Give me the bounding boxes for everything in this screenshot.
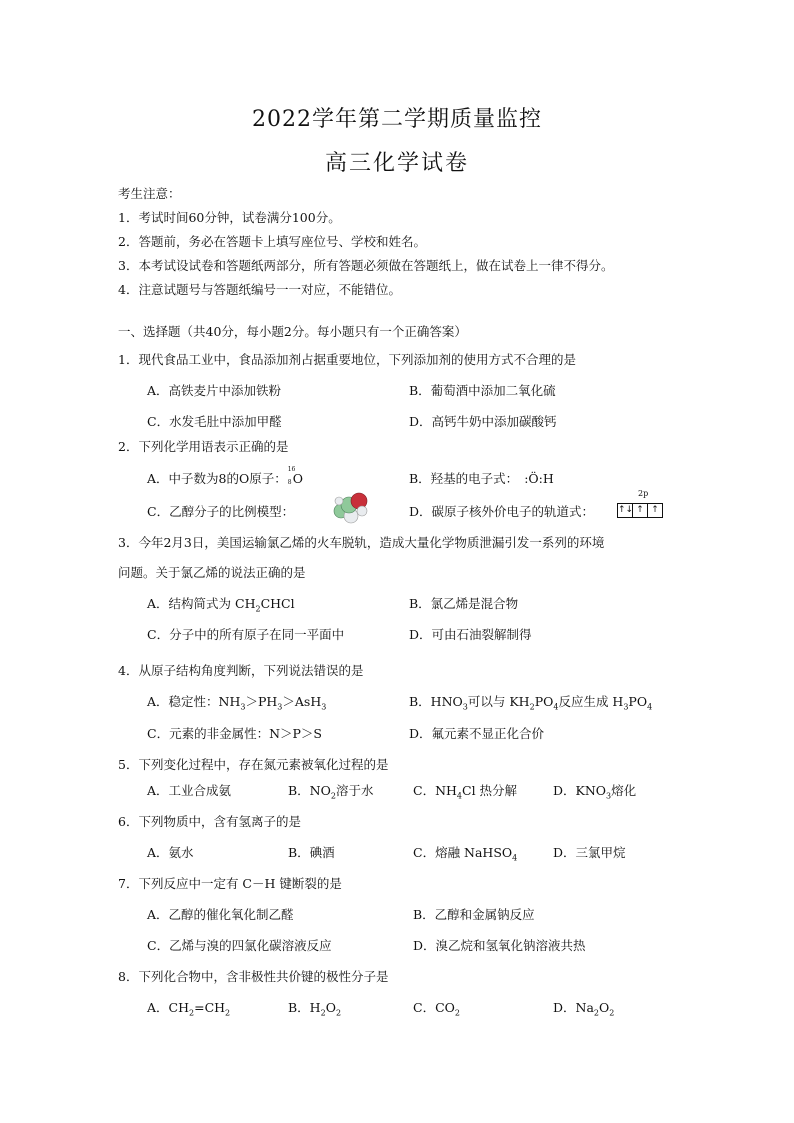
subscript: 3: [277, 702, 283, 712]
question-stem: 1．现代食品工业中，食品添加剂占据重要地位，下列添加剂的使用方式不合理的是: [118, 352, 576, 367]
option-b-end: 溶于水: [335, 783, 374, 798]
option-c-text: C．CO: [413, 1000, 455, 1015]
electron-formula: :Ö:H: [524, 471, 554, 486]
option-a: A．工业合成氨: [147, 783, 232, 798]
option-d-mid: O: [599, 1000, 610, 1015]
exam-subtitle: 高三化学试卷: [324, 151, 469, 176]
option-c: C．分子中的所有原子在同一平面中: [147, 627, 345, 642]
notice-item: 1．考试时间60分钟，试卷满分100分。: [118, 210, 341, 225]
option-c: C．乙醇分子的比例模型：: [147, 504, 295, 519]
option-c: C．乙烯与溴的四氯化碳溶液反应: [147, 938, 332, 953]
subscript: 2: [330, 791, 336, 801]
option-d: D．溴乙烷和氢氧化钠溶液共热: [413, 938, 586, 953]
option-b-text: B．H: [288, 1000, 321, 1015]
subscript: 4: [456, 791, 462, 801]
isotope-symbol: [287, 466, 307, 486]
notice-item: 4．注意试题号与答题纸编号一一对应，不能错位。: [118, 282, 401, 297]
option-c: C．水发毛肚中添加甲醛: [147, 414, 282, 429]
question-stem: 8．下列化合物中，含非极性共价键的极性分子是: [118, 969, 389, 984]
section-heading: 一、选择题（共40分，每小题2分。每小题只有一个正确答案）: [118, 324, 467, 339]
option-b-mid: 反应生成 H: [558, 694, 624, 709]
subscript: 2: [335, 1008, 342, 1018]
option-b-text: B．HNO: [409, 694, 463, 709]
option-a-text: A．结构简式为 CH: [147, 596, 256, 611]
orbital-box: ↑↓: [617, 503, 633, 518]
question-stem: 2．下列化学用语表示正确的是: [118, 439, 289, 454]
option-c: C．元素的非金属性：N＞P＞S: [147, 726, 322, 741]
option-b: [409, 469, 554, 487]
option-a: A．乙醇的催化氧化制乙醛: [147, 907, 294, 922]
option-b-mid: O: [325, 1000, 336, 1015]
subscript: 2: [320, 1008, 326, 1018]
ethanol-space-filling-model: [332, 490, 368, 524]
option-b: B．碘酒: [288, 845, 335, 860]
option-c-text: C．NH: [413, 783, 457, 798]
option-a-mid: =CH: [194, 1000, 226, 1015]
orbital-diagram: [618, 503, 663, 518]
option-d-text: D．KNO: [553, 783, 607, 798]
option-a: A．高铁麦片中添加铁粉: [147, 383, 282, 398]
option-b: [288, 998, 341, 1018]
subscript: 2: [609, 1008, 615, 1018]
subscript: 4: [512, 853, 518, 863]
atomic-number: 8: [287, 479, 292, 486]
option-a: [147, 466, 307, 487]
option-a-text: A．中子数为8的O原子：: [147, 471, 287, 486]
element-symbol: O: [292, 471, 303, 486]
option-b: [288, 781, 373, 801]
option-c-end: Cl 热分解: [462, 783, 518, 798]
subscript: 3: [240, 702, 246, 712]
option-b-mid: 可以与 KH: [467, 694, 530, 709]
option-a-text: A．CH: [147, 1000, 189, 1015]
option-d: [553, 998, 614, 1018]
subscript: 2: [225, 1008, 231, 1018]
option-a: [147, 998, 230, 1018]
option-a-mid: ＞AsH: [282, 694, 322, 709]
question-stem: 7．下列反应中一定有 C－H 键断裂的是: [118, 876, 342, 891]
option-a: A．氨水: [147, 845, 194, 860]
subscript: 3: [462, 702, 468, 712]
question-stem: 6．下列物质中，含有氢离子的是: [118, 814, 301, 829]
subscript: 4: [553, 702, 559, 712]
option-b-text: B．羟基的电子式：: [409, 471, 519, 486]
subscript: 2: [189, 1008, 195, 1018]
option-d: D．碳原子核外价电子的轨道式：: [409, 504, 595, 519]
option-d: D．可由石油裂解制得: [409, 627, 532, 642]
option-d-text: D．Na: [553, 1000, 594, 1015]
option-a-mid: ＞PH: [245, 694, 278, 709]
option-d: D．三氯甲烷: [553, 845, 626, 860]
option-d: D．氟元素不显正化合价: [409, 726, 545, 741]
option-a: [147, 692, 326, 712]
subscript: 2: [255, 604, 261, 614]
option-b-end: PO: [628, 694, 648, 709]
subscript: 2: [454, 1008, 460, 1018]
subscript: 2: [593, 1008, 600, 1018]
option-b-mid: PO: [534, 694, 554, 709]
question-stem-cont: 问题。关于氯乙烯的说法正确的是: [118, 565, 306, 580]
question-stem: 5．下列变化过程中，存在氮元素被氧化过程的是: [118, 757, 389, 772]
question-stem: 3．今年2月3日，美国运输氯乙烯的火车脱轨，造成大量化学物质泄漏引发一系列的环境: [118, 535, 605, 550]
option-a: [147, 594, 295, 614]
option-c: [413, 998, 460, 1018]
option-d-end: 熔化: [611, 783, 637, 798]
notice-item: 2．答题前，务必在答题卡上填写座位号、学校和姓名。: [118, 234, 426, 249]
notice-heading: 考生注意：: [118, 186, 181, 201]
orbital-label: 2p: [638, 489, 649, 498]
option-a-text: A．稳定性：NH: [147, 694, 241, 709]
option-c: [413, 781, 517, 801]
subscript: 3: [606, 791, 612, 801]
option-b: [409, 692, 652, 712]
question-stem: 4．从原子结构角度判断，下列说法错误的是: [118, 663, 364, 678]
option-b: B．葡萄酒中添加二氧化硫: [409, 383, 556, 398]
option-a-end: CHCl: [260, 596, 295, 611]
option-d: D．高钙牛奶中添加碳酸钙: [409, 414, 557, 429]
subscript: 2: [529, 702, 535, 712]
option-b-text: B．NO: [288, 783, 331, 798]
option-b: B．乙醇和金属钠反应: [413, 907, 535, 922]
mass-number: 16: [287, 466, 296, 473]
subscript: 3: [321, 702, 327, 712]
subscript: 4: [647, 702, 653, 712]
option-b: B．氯乙烯是混合物: [409, 596, 519, 611]
option-c: [413, 843, 517, 863]
exam-title: 2022学年第二学期质量监控: [252, 107, 542, 132]
option-c-text: C．熔融 NaHSO: [413, 845, 513, 860]
option-d: [553, 781, 636, 801]
orbital-box: ↑: [632, 503, 648, 518]
notice-item: 3．本考试设试卷和答题纸两部分，所有答题必须做在答题纸上，做在试卷上一律不得分。: [118, 258, 614, 273]
subscript: 3: [623, 702, 629, 712]
orbital-box: ↑: [647, 503, 663, 518]
